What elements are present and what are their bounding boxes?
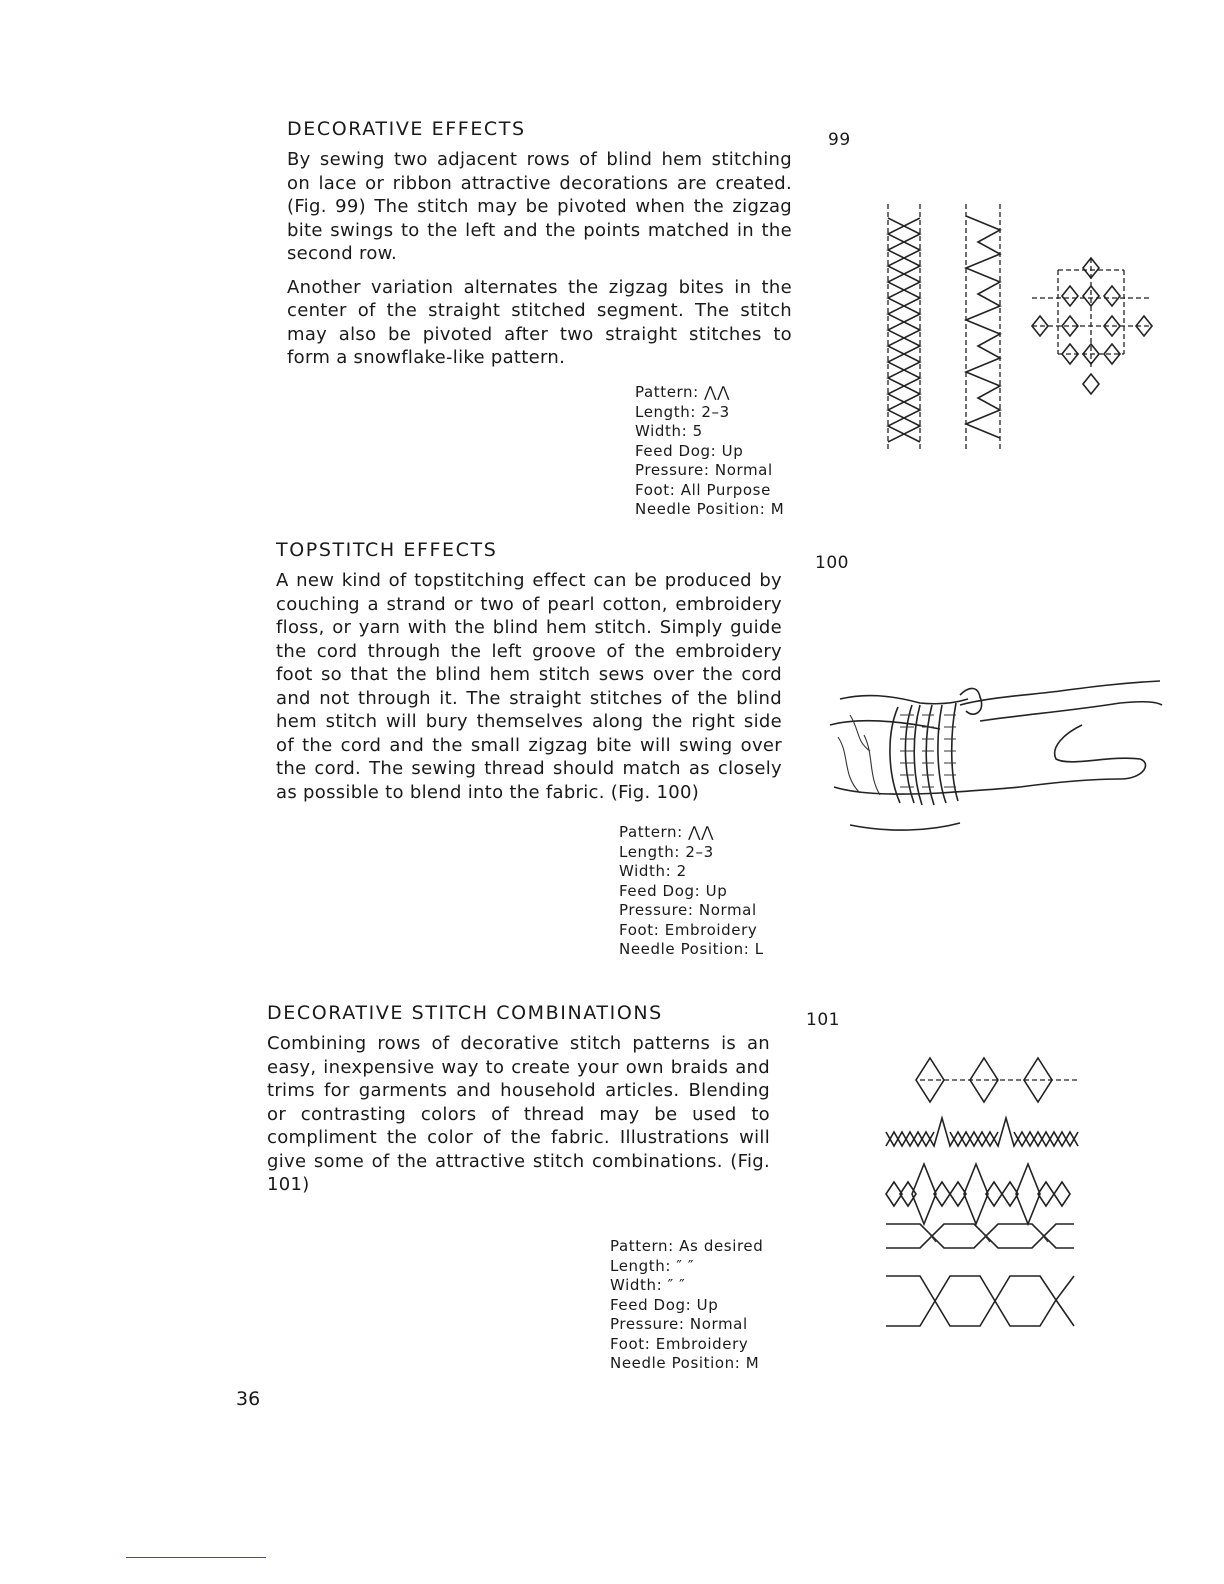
crossed-band-row (886, 1224, 1074, 1248)
setting-length: Length: ″ ″ (610, 1256, 695, 1275)
setting-needle-position: Needle Position: M (610, 1354, 760, 1372)
figure-99-stitch-illustration (880, 198, 1180, 460)
figure-number: 100 (815, 553, 849, 573)
page-number: 36 (236, 1388, 261, 1410)
diamond-chain-row (916, 1058, 1080, 1102)
setting-feed-dog: Feed Dog: Up (635, 441, 744, 460)
snowflake-pattern (1032, 258, 1152, 394)
section-decorative-stitch-combinations (267, 1002, 770, 1207)
setting-length: Length: 2–3 (619, 842, 714, 861)
section-decorative-effects (287, 118, 792, 380)
blind-hem-row-pair-2 (966, 204, 1000, 450)
setting-length: Length: 2–3 (635, 402, 730, 421)
section-title: DECORATIVE STITCH COMBINATIONS (267, 1002, 663, 1024)
settings-block (610, 1237, 763, 1374)
setting-width: Width: ″ ″ (610, 1276, 686, 1294)
figure-number: 101 (806, 1010, 840, 1030)
setting-needle-position: Needle Position: L (619, 940, 764, 958)
setting-foot: Foot: Embroidery (610, 1334, 749, 1353)
paragraph: Another variation alternates the zigzag bites in the center of the straight stitched segment. The stitch may also be pivoted after two straight stitches to form a snowflake-like pattern. (287, 276, 792, 368)
setting-pattern: Pattern: ⋀⋀ (619, 823, 714, 841)
footer-rule (126, 1557, 266, 1558)
paragraph: By sewing two adjacent rows of blind hem stitching on lace or ribbon attractive decorations are created. (Fig. 99) The stitch may be pivoted when the zigzag bite swings to the left and the points matched in the second row. (287, 149, 792, 264)
setting-width: Width: 2 (619, 862, 687, 880)
setting-width: Width: 5 (635, 422, 703, 440)
settings-block (635, 383, 784, 520)
settings-block (619, 823, 764, 960)
setting-feed-dog: Feed Dog: Up (610, 1295, 719, 1314)
section-title: DECORATIVE EFFECTS (287, 118, 526, 140)
figure-101-stitch-combinations (880, 1052, 1090, 1342)
setting-pressure: Pressure: Normal (619, 901, 757, 919)
setting-foot: Foot: Embroidery (619, 920, 758, 939)
setting-foot: Foot: All Purpose (635, 480, 771, 499)
setting-pressure: Pressure: Normal (635, 461, 773, 479)
section-title: TOPSTITCH EFFECTS (276, 539, 498, 561)
zigzag-wave-row (886, 1118, 1078, 1146)
figure-number: 99 (828, 130, 851, 150)
diamond-cluster-row (886, 1164, 1070, 1224)
paragraph: Combining rows of decorative stitch patterns is an easy, inexpensive way to create your own braids and trims for garments and household articles. Blending or contrasting colors of thread may be used to compliment the color of the fabric. Illustrations will give some of the attractive stitch combinations. (Fig. 101) (267, 1033, 770, 1195)
setting-feed-dog: Feed Dog: Up (619, 881, 728, 900)
setting-pattern: Pattern: ⋀⋀ (635, 383, 730, 401)
setting-needle-position: Needle Position: M (635, 500, 785, 518)
section-topstitch-effects (276, 539, 782, 814)
setting-pattern: Pattern: As desired (610, 1237, 764, 1255)
paragraph: A new kind of topstitching effect can be produced by couching a strand or two of pearl cotton, embroidery floss, or yarn with the blind hem stitch. Simply guide the cord through the left groove of the embroidery foot so that the blind hem stitch sews over the cord and not through it. The straight stitches of the blind hem stitch will bury themselves along the right side of the cord and the small zigzag bite will swing over the cord. The sewing thread should match as closely as possible to blend into the fabric. (Fig. 100) (276, 570, 782, 803)
crossed-band-row-2 (886, 1276, 1074, 1326)
figure-100-sleeve-illustration (820, 675, 1170, 855)
setting-pressure: Pressure: Normal (610, 1315, 748, 1333)
blind-hem-row-pair-1 (888, 204, 920, 450)
